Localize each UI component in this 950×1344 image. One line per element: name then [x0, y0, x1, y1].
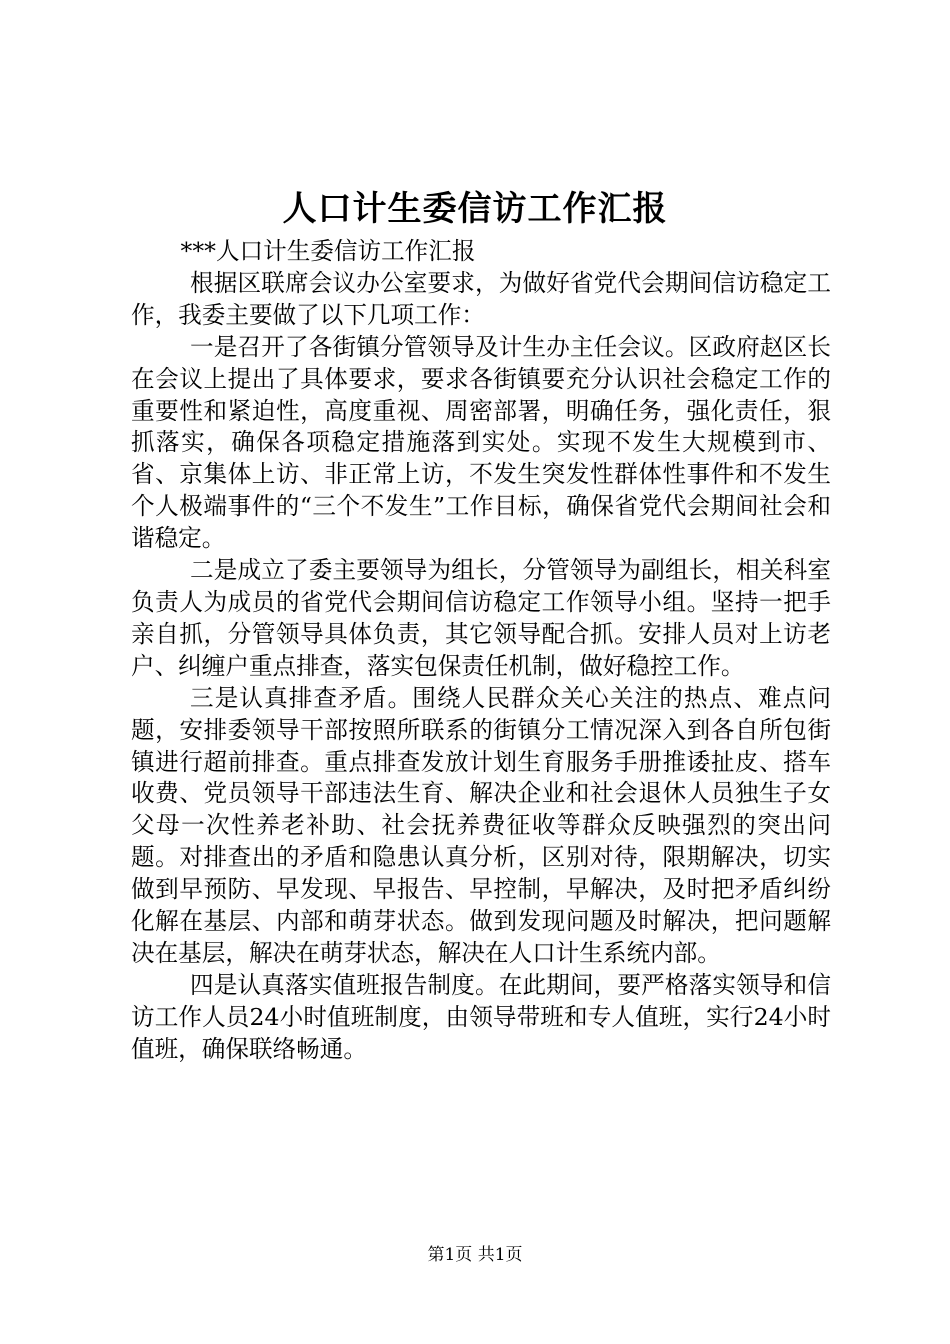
paragraph-item-1: 一是召开了各街镇分管领导及计生办主任会议。区政府赵区长在会议上提出了具体要求，要求各街镇要充分认识社会稳定工作的重要性和紧迫性，高度重视、周密部署，明确任务，强化责任，狠抓落实，确保各项稳定措施落到实处。实现不发生大规模到市、省、京集体上访、非正常上访，不发生突发性群体性事件和不发生个人极端事件的“三个不发生”工作目标，确保省党代会期间社会和谐稳定。: [131, 332, 831, 553]
paragraph-item-3: 三是认真排查矛盾。围绕人民群众关心关注的热点、难点问题，安排委领导干部按照所联系的街镇分工情况深入到各自所包街镇进行超前排查。重点排查发放计划生育服务手册推诿扯皮、搭车收费、党员领导干部违法生育、解决企业和社会退休人员独生子女父母一次性养老补助、社会抚养费征收等群众反映强烈的突出问题。对排查出的矛盾和隐患认真分析，区别对待，限期解决，切实做到早预防、早发现、早报告、早控制，早解决，及时把矛盾纠纷化解在基层、内部和萌芽状态。做到发现问题及时解决，把问题解决在基层，解决在萌芽状态，解决在人口计生系统内部。: [131, 683, 831, 967]
document-subtitle: ***人口计生委信访工作汇报: [180, 237, 476, 265]
paragraph-intro: 根据区联席会议办公室要求，为做好省党代会期间信访稳定工作，我委主要做了以下几项工作：: [131, 268, 831, 329]
document-body: [131, 236, 831, 1066]
page-number-footer: 第1页 共1页: [427, 1245, 523, 1265]
paragraph-item-4: 四是认真落实值班报告制度。在此期间，要严格落实领导和信访工作人员24小时值班制度，由领导带班和专人值班，实行24小时值班，确保联络畅通。: [131, 970, 831, 1063]
document-title: 人口计生委信访工作汇报: [282, 189, 668, 229]
paragraph-item-2: 二是成立了委主要领导为组长，分管领导为副组长，相关科室负责人为成员的省党代会期间信访稳定工作领导小组。坚持一把手亲自抓，分管领导具体负责，其它领导配合抓。安排人员对上访老户、纠缠户重点排查，落实包保责任机制，做好稳控工作。: [131, 556, 831, 680]
